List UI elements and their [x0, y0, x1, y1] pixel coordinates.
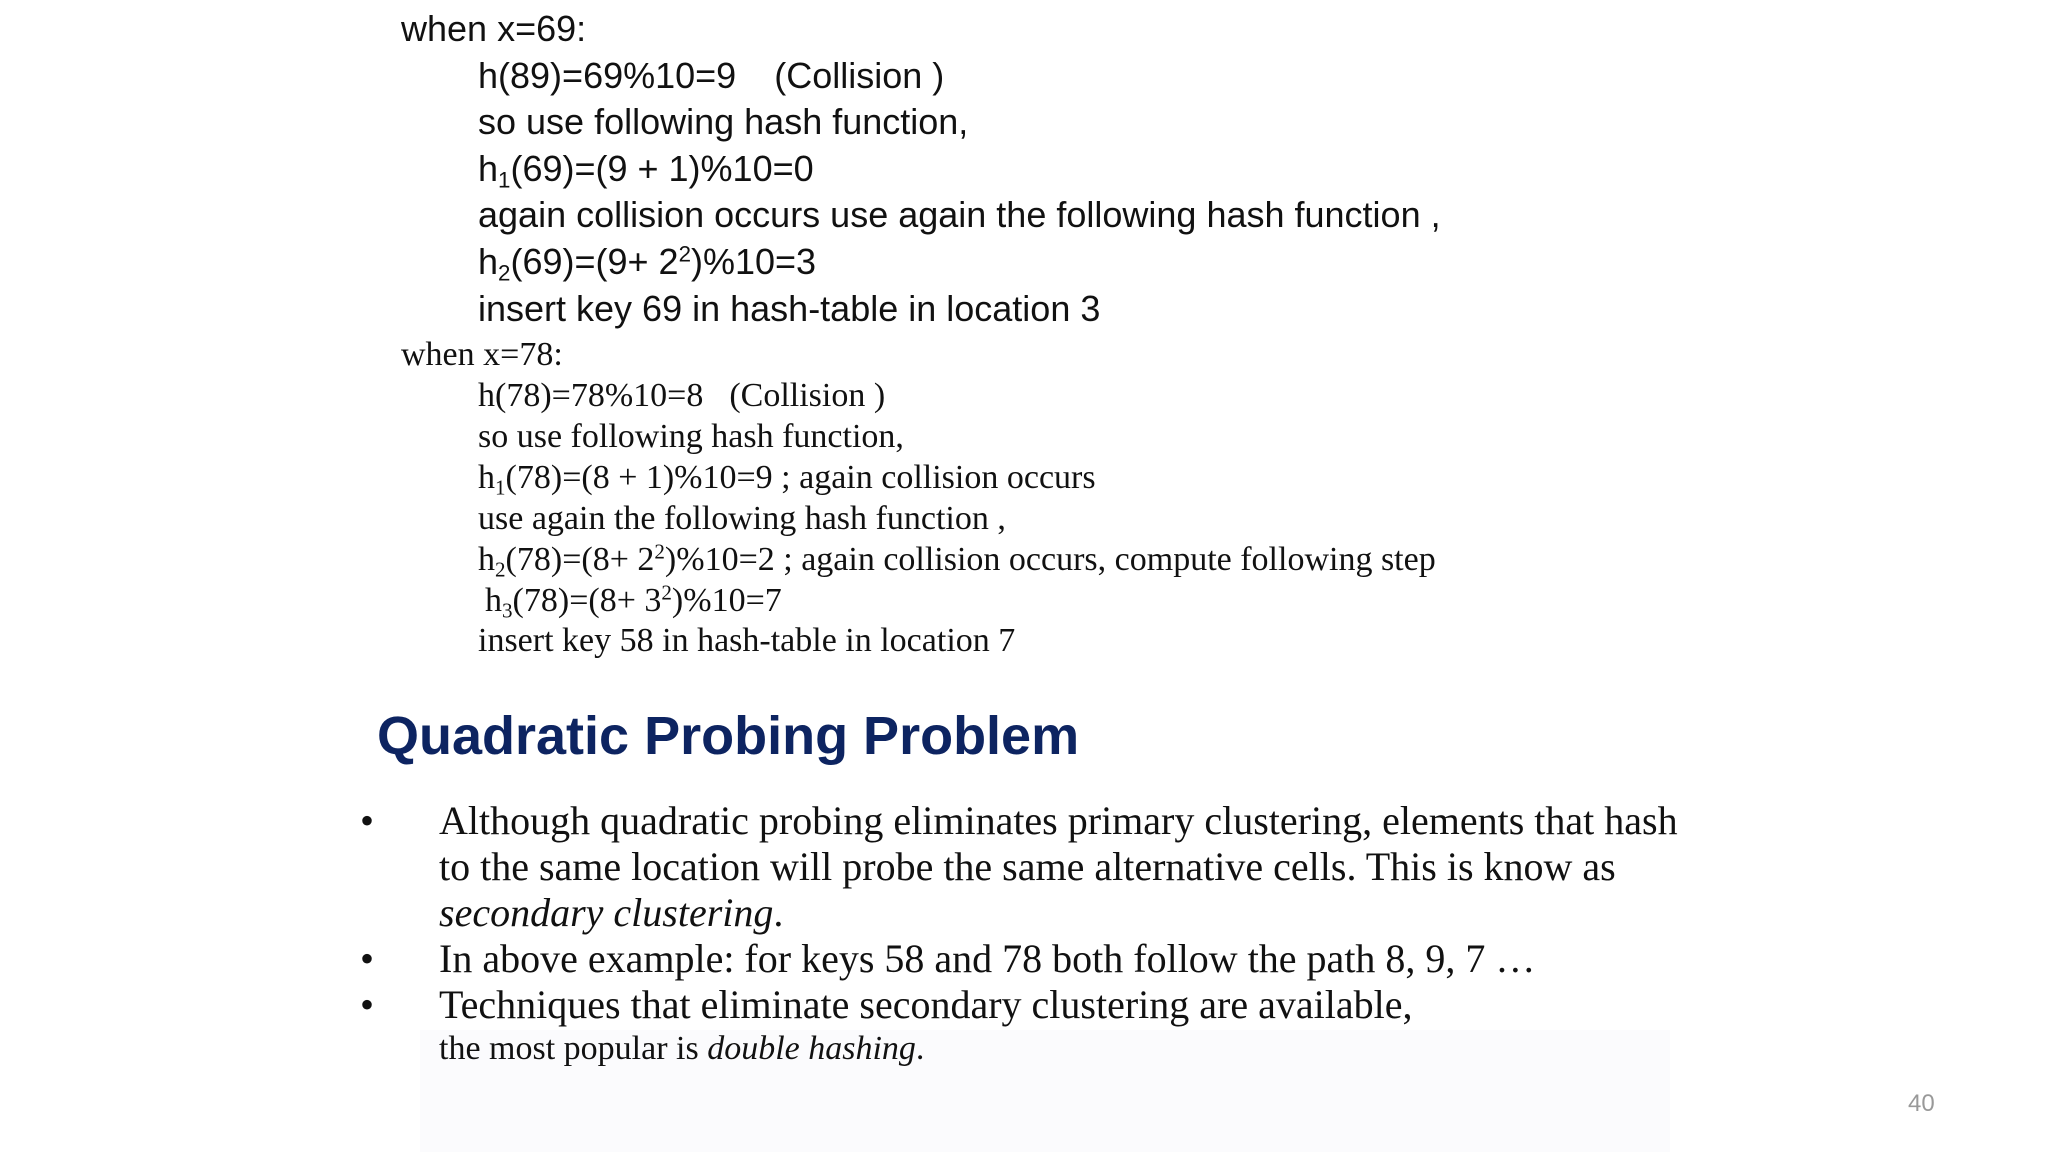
x78-line-6: $h_3(78)=(8+ 3^2)\%10=7$: [485, 580, 782, 623]
x69-line-5: $h_2(69)=(9+ 2^2)\%10=3$: [478, 241, 817, 286]
bullet-marker-2: •: [360, 936, 375, 981]
x78-collision-note: (Collision ): [729, 377, 886, 414]
x78-line-1: [478, 377, 885, 415]
x69-line-1: [478, 55, 944, 97]
x78-line-7: insert key 58 in hash-table in location 7: [478, 622, 1016, 659]
section-heading: Quadratic Probing Problem: [377, 706, 1080, 766]
bullet-3-line-2: the most popular is double hashing.: [439, 1030, 925, 1067]
bullet-1-line-3: secondary clustering.: [439, 890, 784, 935]
term-double-hashing: double hashing: [707, 1030, 916, 1067]
x78-line-4: use again the following hash function ,: [478, 500, 1006, 537]
x69-line-4: again collision occurs use again the following hash function ,: [478, 194, 1441, 235]
x69-header: when x=69:: [401, 8, 587, 49]
x78-line-2: so use following hash function,: [478, 418, 904, 455]
x69-line-2: so use following hash function,: [478, 101, 969, 142]
bullet-marker-3: •: [360, 982, 375, 1027]
x69-line-3: $h_1(69)=(9 + 1)\%10=0$: [478, 148, 814, 193]
x78-header: when x=78:: [401, 336, 563, 373]
bullet-1-line-1: Although quadratic probing eliminates primary clustering, elements that hash: [439, 798, 1678, 843]
bullet-1-line-2: to the same location will probe the same alternative cells. This is know as: [439, 844, 1616, 889]
bullet-marker-1: •: [360, 798, 375, 843]
x69-collision-note: (Collision ): [774, 55, 945, 96]
x78-line-5: $h_2(78)=(8+ 2^2)\%10=2$ ; again collision occurs, compute following step: [478, 539, 1436, 582]
page-number: 40: [1908, 1090, 1935, 1117]
x69-line-6: insert key 69 in hash-table in location 3: [478, 288, 1101, 329]
term-secondary-clustering: secondary clustering: [439, 890, 774, 935]
x78-hash-expression: h(78)=78%10=8: [478, 377, 704, 414]
bullet-3-line-1: Techniques that eliminate secondary clustering are available,: [439, 982, 1413, 1027]
bullet-2: In above example: for keys 58 and 78 both follow the path 8, 9, 7 …: [439, 936, 1536, 981]
x78-line-3: $h_1(78)=(8 + 1)\%10=9$ ; again collision occurs: [478, 459, 1096, 500]
x69-hash-expression: h(89)=69%10=9: [478, 55, 737, 96]
